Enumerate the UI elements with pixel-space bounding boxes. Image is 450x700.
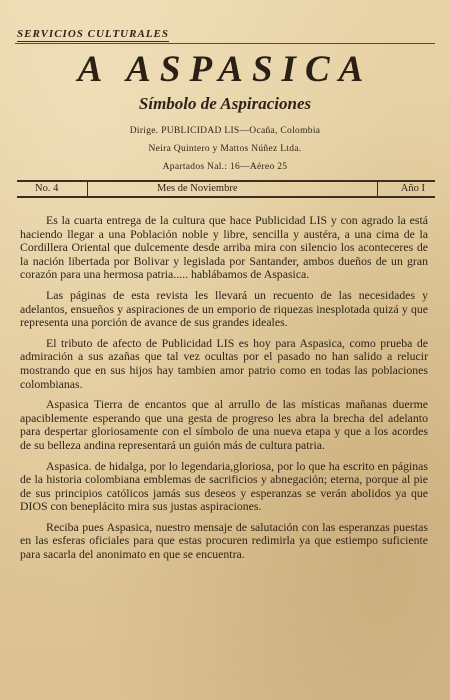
issue-divider [87, 182, 88, 196]
issue-divider [377, 182, 378, 196]
article-body [20, 214, 428, 569]
paragraph: Aspasica. de hidalga, por lo legendaria,gloriosa, por lo que ha escrito en páginas de la historia colombiana emblemas de sacrificios y abnegación; eterna, porque al pie de sus principios católicos jamás sus deseos y esperanzas se verán abolidos ya que DIOS con beneplácito mira sus justas aspiraciones. [20, 458, 428, 514]
publisher-line: Dirige. PUBLICIDAD LIS—Ocaña, Colombia [129, 126, 321, 136]
editors-line: Neira Quintero y Mattos Núñez Ltda. [148, 144, 302, 154]
paragraph: Las páginas de esta revista les llevará un recuento de las necesidades y adelantos, ensueños y aspiraciones de un emporio de riquezas inesplotada quizá y que representa una porción de avance de sus grandes ideales. [20, 287, 428, 330]
magazine-subtitle: Símbolo de Aspiraciones [138, 94, 312, 113]
issue-month: Mes de Noviembre [157, 183, 238, 194]
paragraph: El tributo de afecto de Publicidad LIS es hoy para Aspasica, como prueba de admiración a sus azañas que tal vez ocultas por el pasado no han salido a relucir mostrando que en sus hijos hay tambien amor patrio como en todas las poblaciones colombianas. [20, 335, 428, 391]
magazine-title: A ASPASICA [77, 49, 373, 90]
issue-number: No. 4 [35, 183, 59, 194]
paragraph: Aspasica Tierra de encantos que al arrullo de las místicas mañanas duerme apaciblemente esperando que una gesta de progreso les abra la brecha del adelanto para despertar gloriosamente con el símbolo de una nueva etapa y que a los acordes de su belleza andina representará un guión más de cultura patria. [20, 397, 428, 452]
paragraph: Es la cuarta entrega de la cultura que hace Publicidad LIS y con agrado la está haciendo llegar a una Población noble y libre, sencilla y austéra, a una cima de la Cordillera Oriental que dulcemente desde arriba mira con silencio los aconteceres de la nación libertada por Bolivar y legislada por Santander, ambos dueños de un gran corazón para una hermosa patria..... hablábamos de Aspasica. [20, 213, 428, 282]
issue-year: Año I [400, 183, 425, 194]
section-label: SERVICIOS CULTURALES [17, 28, 169, 40]
paragraph: Reciba pues Aspasica, nuestro mensaje de salutación con las esperanzas puestas en las esferas oficiales para que estas procuren redimirla ya que estiempo suficiente para sacarla del anonimato en que se encuentra. [20, 519, 428, 562]
issue-bar [17, 180, 435, 198]
post-box-line: Apartados Nal.: 16—Aéreo 25 [162, 162, 288, 172]
top-rule [15, 43, 435, 44]
